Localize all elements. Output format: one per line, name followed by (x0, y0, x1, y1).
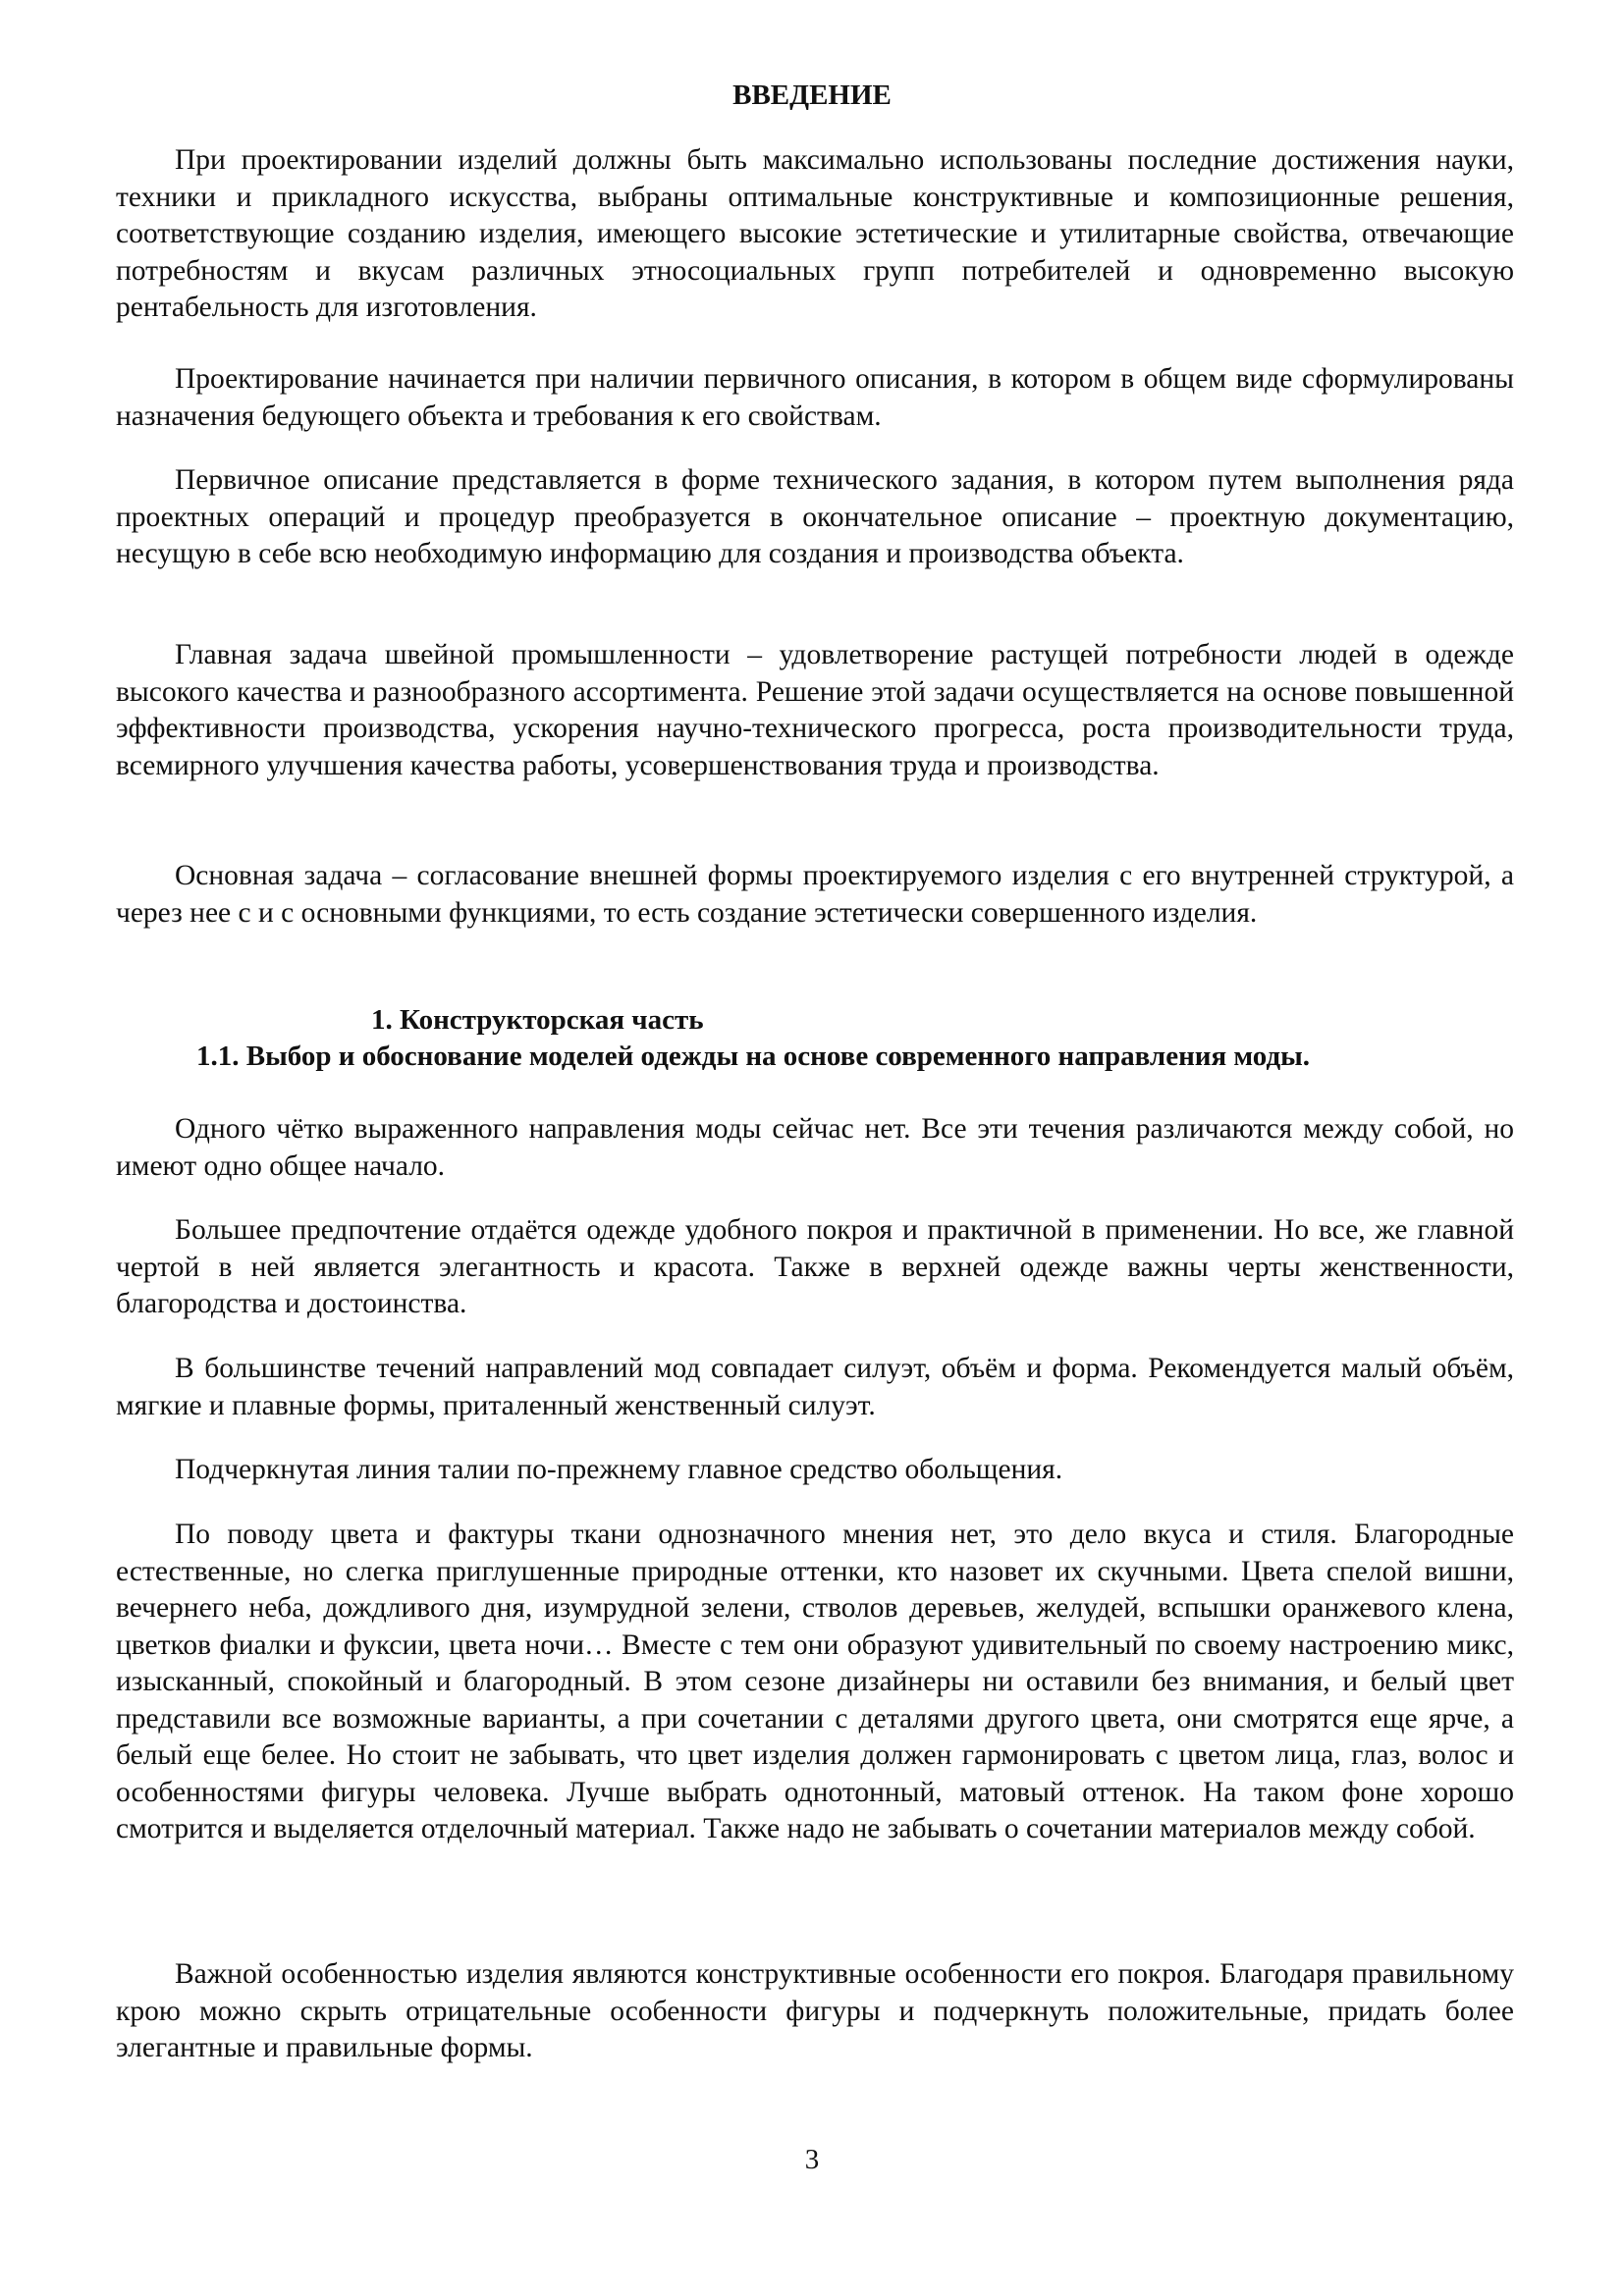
section-paragraph-2: Большее предпочтение отдаётся одежде удобного покроя и практичной в применении. Но все, же главной чертой в ней является элегантность и красота. Также в верхней одежде важны черты женственности, благородства и достоинства. (116, 1214, 1514, 1319)
subsection-heading: 1.1. Выбор и обоснование моделей одежды на основе современного направления моды. (196, 1041, 1311, 1072)
section-paragraph-5: По поводу цвета и фактуры ткани однозначного мнения нет, это дело вкуса и стиля. Благородные естественные, но слегка приглушенные природные оттенки, кто назовет их скучными. Цвета спелой вишни, вечернего неба, дождливого дня, изумрудной зелени, стволов деревьев, желудей, вспышки оранжевого клена, цветков фиалки и фуксии, цвета ночи… Вместе с тем они образуют удивительный по своему настроению микс, изысканный, спокойный и благородный. В этом сезоне дизайнеры ни оставили без внимания, и белый цвет представили все возможные варианты, а при сочетании с деталями другого цвета, они смотрятся еще ярче, а белый еще белее. Но стоит не забывать, что цвет изделия должен гармонировать с цветом лица, глаз, волос и особенностями фигуры человека. Лучше выбрать однотонный, матовый оттенок. На таком фоне хорошо смотрится и выделяется отделочный материал. Также надо не забывать о сочетании материалов между собой. (116, 1519, 1514, 1844)
intro-paragraph-2: Проектирование начинается при наличии первичного описания, в котором в общем виде сформулированы назначения бедующего объекта и требования к его свойствам. (116, 363, 1514, 432)
intro-paragraph-4: Главная задача швейной промышленности – удовлетворение растущей потребности людей в одежде высокого качества и разнообразного ассортимента. Решение этой задачи осуществляется на основе повышенной эффективности производства, ускорения научно-технического прогресса, роста производительности труда, всемирного улучшения качества работы, усовершенствования труда и производства. (116, 639, 1514, 781)
section-paragraph-1: Одного чётко выраженного направления моды сейчас нет. Все эти течения различаются между собой, но имеют одно общее начало. (116, 1113, 1514, 1182)
page-title: ВВЕДЕНИЕ (732, 80, 892, 111)
section-paragraph-4: Подчеркнутая линия талии по-прежнему главное средство обольщения. (175, 1454, 1063, 1485)
section-paragraph-3: В большинстве течений направлений мод совпадает силуэт, объём и форма. Рекомендуется малый объём, мягкие и плавные формы, приталенный женственный силуэт. (116, 1353, 1514, 1421)
intro-paragraph-5: Основная задача – согласование внешней формы проектируемого изделия с его внутренней структурой, а через нее с и с основными функциями, то есть создание эстетически совершенного изделия. (116, 860, 1514, 929)
page-number: 3 (804, 2144, 820, 2175)
section-paragraph-6: Важной особенностью изделия являются конструктивные особенности его покроя. Благодаря правильному крою можно скрыть отрицательные особенности фигуры и подчеркнуть положительные, придать более элегантные и правильные формы. (116, 1958, 1514, 2063)
intro-paragraph-3: Первичное описание представляется в форме технического задания, в котором путем выполнения ряда проектных операций и процедур преобразуется в окончательное описание – проектную документацию, несущую в себе всю необходимую информацию для создания и производства объекта. (116, 464, 1514, 569)
intro-paragraph-1: При проектировании изделий должны быть максимально использованы последние достижения науки, техники и прикладного искусства, выбраны оптимальные конструктивные и композиционные решения, соответствующие созданию изделия, имеющего высокие эстетические и утилитарные свойства, отвечающие потребностям и вкусам различных этносоциальных групп потребителей и одновременно высокую рентабельность для изготовления. (116, 144, 1514, 323)
section-heading: 1. Конструкторская часть (371, 1004, 704, 1036)
